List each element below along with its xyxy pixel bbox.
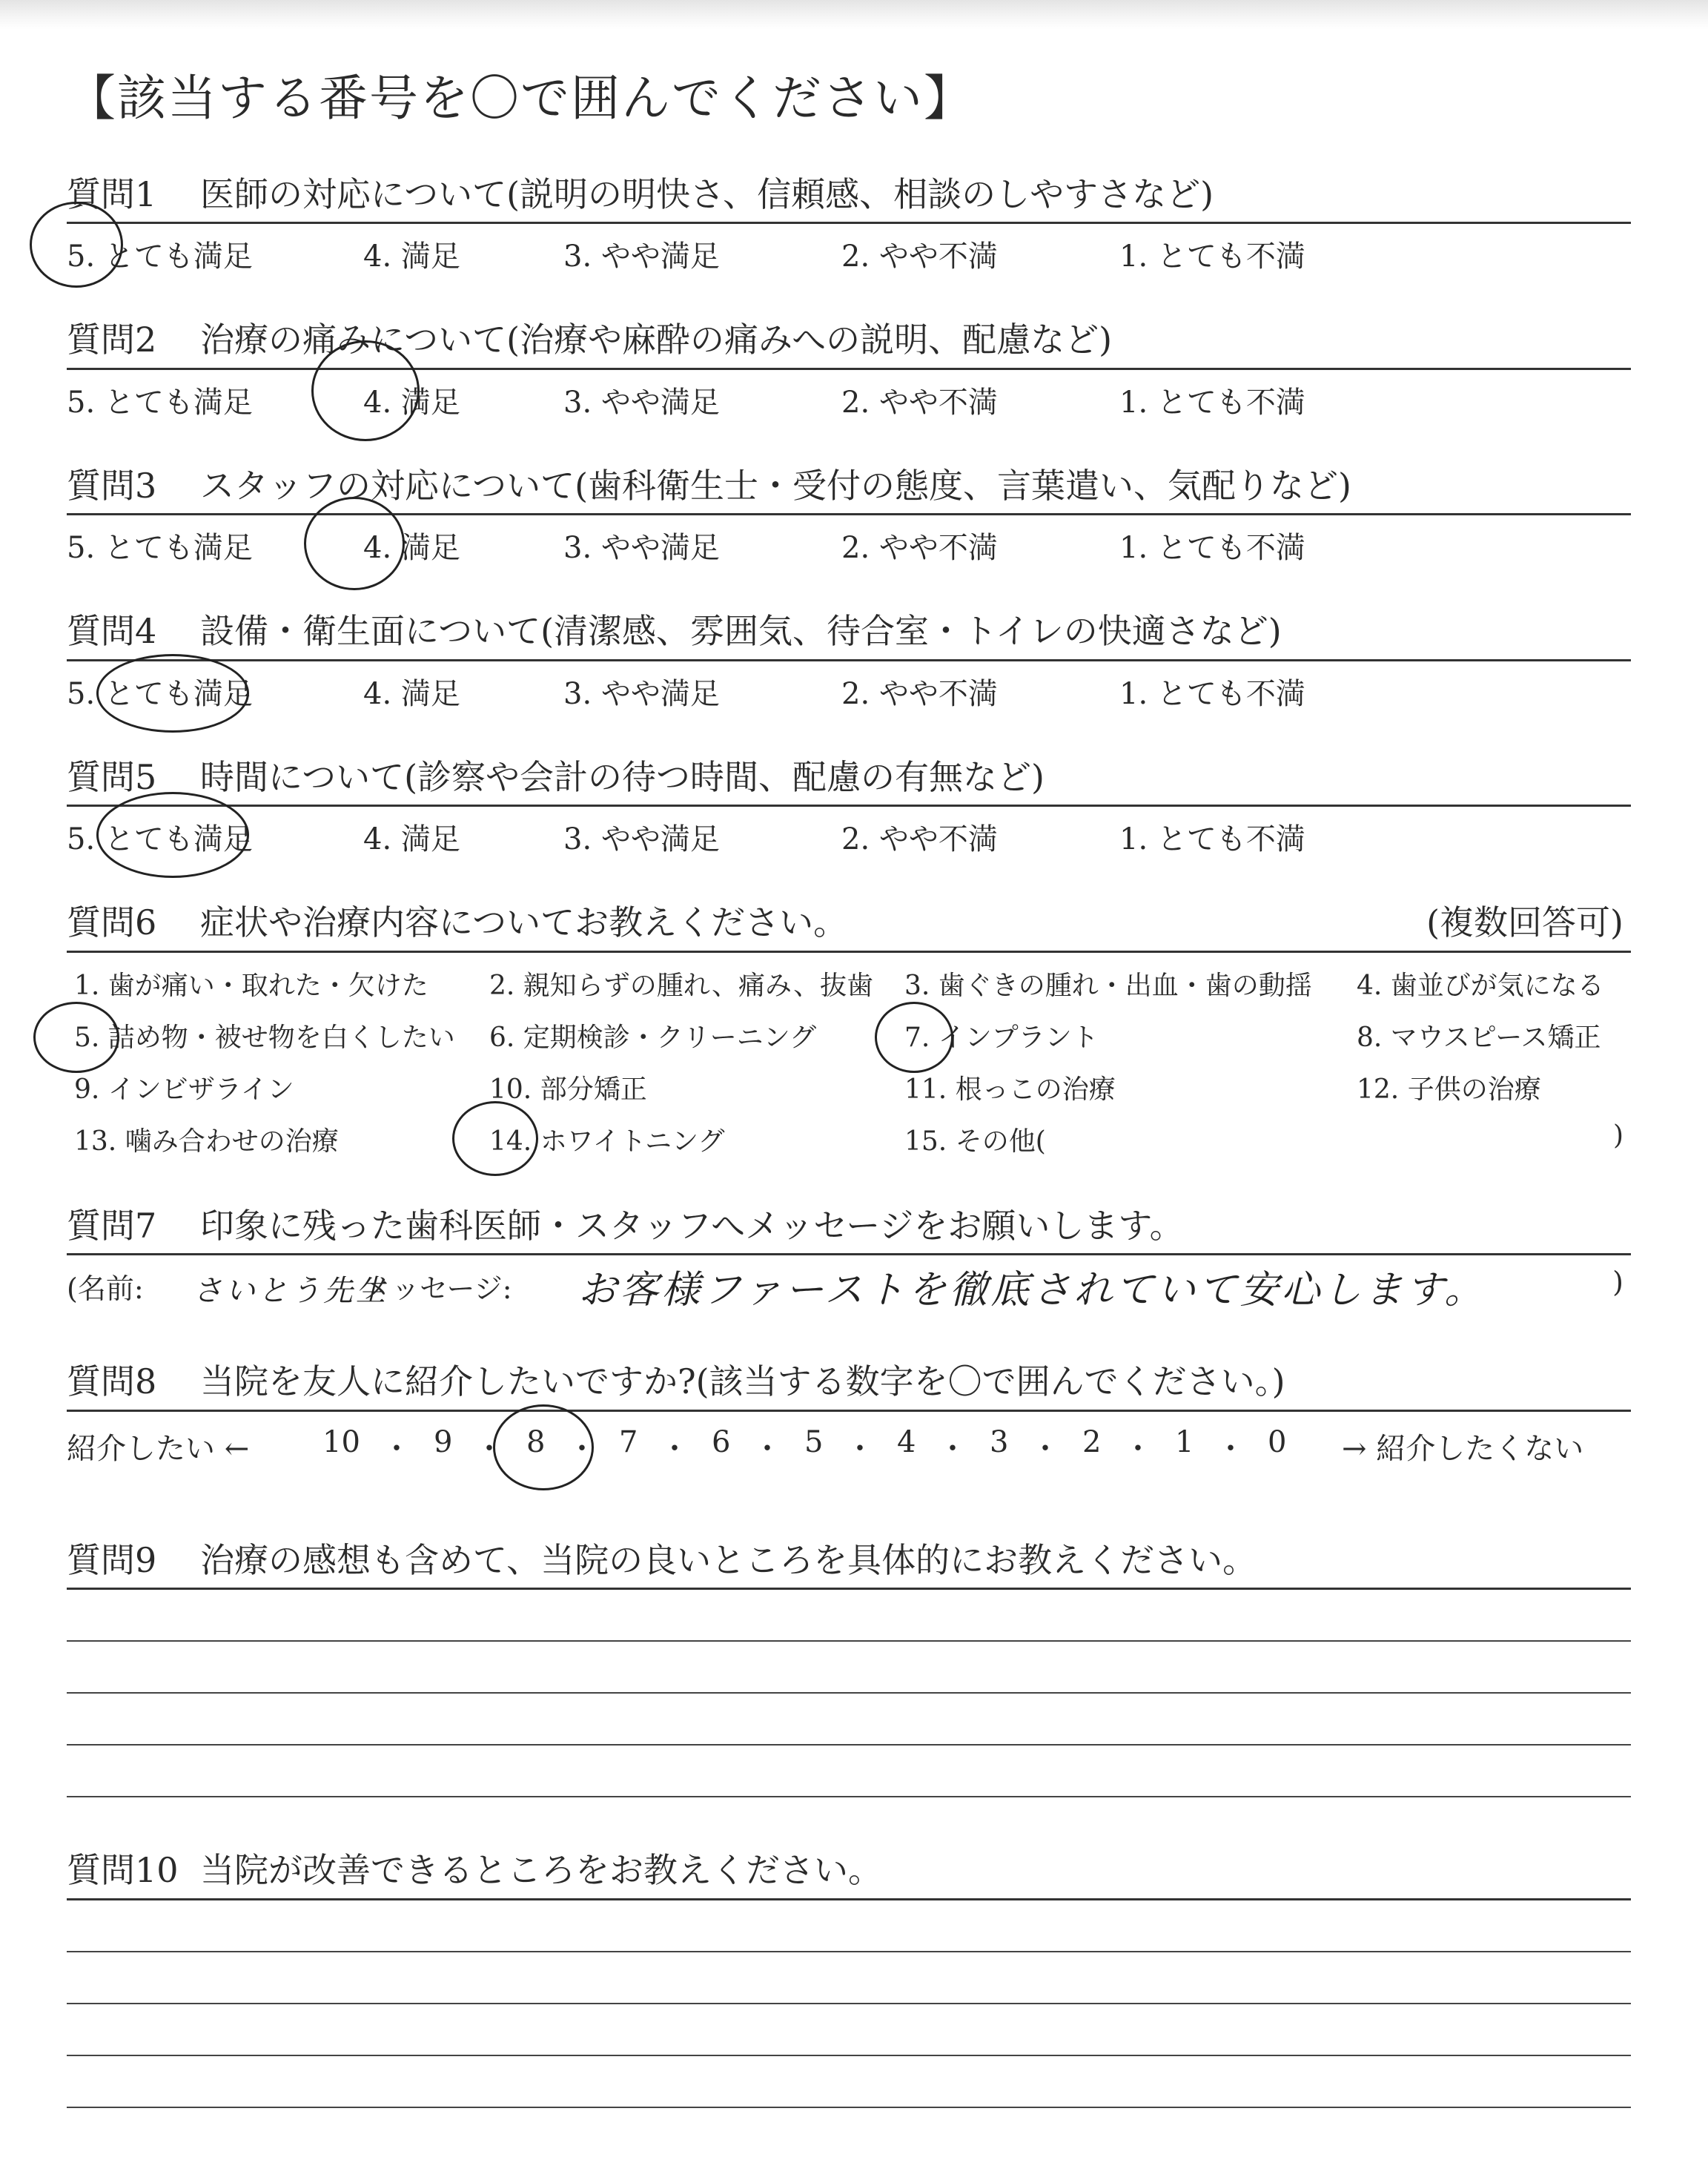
score-10[interactable]: 10 [322, 1424, 360, 1459]
rating-scale [67, 370, 1631, 420]
score-3[interactable]: 3 [990, 1424, 1009, 1459]
rating-scale [67, 661, 1631, 709]
option-1[interactable]: 1. とても不満 [1119, 240, 1305, 274]
multiple-answer-note: (複数回答可) [1426, 902, 1623, 943]
option-2[interactable]: 2. やや不満 [841, 676, 998, 711]
symptom-option-2[interactable]: 2. 親知らずの腫れ、痛み、抜歯 [489, 970, 874, 1001]
message-close-paren: ) [1612, 1266, 1623, 1299]
score-7[interactable]: 7 [619, 1424, 638, 1459]
question-2 [67, 319, 1631, 420]
rating-scale [67, 807, 1631, 857]
option-3[interactable]: 3. やや満足 [563, 676, 720, 711]
symptom-option-12[interactable]: 12. 子供の治療 [1357, 1074, 1541, 1105]
question-10 [67, 1849, 1631, 2108]
question-6-title [67, 902, 1631, 953]
option-1[interactable]: 1. とても不満 [1119, 385, 1305, 420]
option-2[interactable]: 2. やや不満 [841, 240, 998, 274]
answer-line[interactable] [67, 1745, 1631, 1797]
question-8 [67, 1361, 1631, 1480]
question-9 [67, 1539, 1631, 1798]
symptom-option-14[interactable]: 14. ホワイトニング [489, 1126, 725, 1157]
score-4[interactable]: 4 [897, 1424, 916, 1459]
separator-dot: ・ [752, 1431, 782, 1466]
question-3 [67, 465, 1631, 564]
symptom-option-1[interactable]: 1. 歯が痛い・取れた・欠けた [74, 970, 428, 1001]
separator-dot: ・ [1216, 1431, 1245, 1466]
score-5[interactable]: 5 [804, 1424, 824, 1459]
recommend-left-label: 紹介したい ← [67, 1431, 250, 1466]
option-5[interactable]: 5. とても満足 [67, 240, 253, 274]
option-2[interactable]: 2. やや不満 [841, 531, 998, 566]
separator-dot: ・ [1123, 1431, 1153, 1466]
symptom-option-8[interactable]: 8. マウスピース矯正 [1357, 1022, 1601, 1053]
option-4[interactable]: 4. 満足 [363, 676, 460, 711]
rating-scale [67, 224, 1631, 274]
question-3-title [67, 465, 1631, 516]
symptom-option-13[interactable]: 13. 噛み合わせの治療 [74, 1126, 339, 1157]
symptom-option-7[interactable]: 7. インプラント [904, 1022, 1099, 1053]
message-row [67, 1255, 1631, 1324]
question-number: 質問7 [67, 1205, 157, 1246]
answer-line[interactable] [67, 2056, 1631, 2108]
question-10-title [67, 1849, 1631, 1900]
symptom-options [67, 953, 1631, 1175]
question-number: 質問4 [67, 611, 157, 652]
symptom-option-10[interactable]: 10. 部分矯正 [489, 1074, 647, 1105]
question-text: 治療の痛みについて(治療や麻酔の痛みへの説明、配慮など) [200, 320, 1113, 360]
option-3[interactable]: 3. やや満足 [563, 531, 720, 566]
separator-dot: ・ [474, 1431, 504, 1466]
symptom-option-9[interactable]: 9. インビザライン [74, 1074, 294, 1105]
option-4[interactable]: 4. 満足 [363, 385, 460, 420]
question-7 [67, 1205, 1631, 1324]
name-label: (名前: [67, 1272, 144, 1306]
question-text: 設備・衛生面について(清潔感、雰囲気、待合室・トイレの快適さなど) [200, 611, 1282, 652]
option-2[interactable]: 2. やや不満 [841, 385, 998, 420]
option-5[interactable]: 5. とても満足 [67, 822, 253, 857]
option-4[interactable]: 4. 満足 [363, 531, 460, 566]
page-heading: 【該当する番号を〇で囲んでください】 [67, 70, 974, 127]
question-4 [67, 610, 1631, 709]
question-number: 質問1 [67, 174, 157, 214]
answer-line[interactable] [67, 1694, 1631, 1745]
survey-sheet [67, 67, 1631, 2108]
score-0[interactable]: 0 [1268, 1424, 1287, 1459]
separator-dot: ・ [567, 1431, 597, 1466]
separator-dot: ・ [1030, 1431, 1060, 1466]
separator-dot: ・ [382, 1431, 411, 1466]
question-6 [67, 902, 1631, 1175]
answer-line[interactable] [67, 2004, 1631, 2056]
score-8[interactable]: 8 [526, 1424, 546, 1459]
option-3[interactable]: 3. やや満足 [563, 240, 720, 274]
question-9-title [67, 1539, 1631, 1591]
symptom-option-3[interactable]: 3. 歯ぐきの腫れ・出血・歯の動揺 [904, 970, 1312, 1001]
answer-line[interactable] [67, 1590, 1631, 1642]
question-text: 時間について(診察や会計の待つ時間、配慮の有無など) [200, 756, 1045, 797]
option-4[interactable]: 4. 満足 [363, 240, 460, 274]
question-text: 印象に残った歯科医師・スタッフへメッセージをお願いします。 [200, 1205, 1184, 1246]
question-5 [67, 756, 1631, 855]
question-text: 治療の感想も含めて、当院の良いところを具体的にお教えください。 [200, 1539, 1257, 1580]
question-text: 医師の対応について(説明の明快さ、信頼感、相談のしやすさなど) [200, 174, 1214, 214]
question-1 [67, 174, 1631, 272]
answer-line[interactable] [67, 1952, 1631, 2004]
question-8-title [67, 1361, 1631, 1412]
option-5[interactable]: 5. とても満足 [67, 385, 253, 420]
option-1[interactable]: 1. とても不満 [1119, 676, 1305, 711]
other-close-paren: ) [1612, 1120, 1623, 1151]
question-number: 質問5 [67, 756, 157, 797]
message-handwritten[interactable]: お客様ファーストを徹底されていて安心します。 [578, 1268, 1486, 1313]
question-number: 質問3 [67, 465, 157, 506]
question-4-title [67, 610, 1631, 661]
question-text: 当院が改善できるところをお教えください。 [200, 1850, 882, 1891]
symptom-option-5[interactable]: 5. 詰め物・被せ物を白くしたい [74, 1022, 455, 1053]
option-5[interactable]: 5. とても満足 [67, 676, 253, 711]
symptom-option-4[interactable]: 4. 歯並びが気になる [1357, 970, 1604, 1001]
option-2[interactable]: 2. やや不満 [841, 822, 998, 857]
question-number: 質問10 [67, 1850, 179, 1891]
question-number: 質問2 [67, 320, 157, 360]
score-6[interactable]: 6 [712, 1424, 731, 1459]
symptom-option-11[interactable]: 11. 根っこの治療 [904, 1074, 1116, 1105]
option-3[interactable]: 3. やや満足 [563, 385, 720, 420]
recommend-right-label: → 紹介したくない [1342, 1431, 1584, 1466]
rating-scale [67, 515, 1631, 566]
question-7-title [67, 1205, 1631, 1256]
question-2-title [67, 319, 1631, 370]
scan-top-band [0, 0, 1708, 30]
answer-line[interactable] [67, 1642, 1631, 1694]
option-3[interactable]: 3. やや満足 [563, 822, 720, 857]
option-5[interactable]: 5. とても満足 [67, 531, 253, 566]
separator-dot: ・ [660, 1431, 689, 1466]
separator-dot: ・ [845, 1431, 875, 1466]
answer-line[interactable] [67, 1900, 1631, 1952]
question-number: 質問6 [67, 902, 157, 943]
question-number: 質問9 [67, 1539, 157, 1580]
question-text: スタッフの対応について(歯科衛生士・受付の態度、言葉遣い、気配りなど) [200, 465, 1351, 506]
option-1[interactable]: 1. とても不満 [1119, 531, 1305, 566]
score-1[interactable]: 1 [1175, 1424, 1194, 1459]
option-1[interactable]: 1. とても不満 [1119, 822, 1305, 857]
question-1-title [67, 174, 1631, 225]
message-label: メッセージ: [363, 1272, 512, 1306]
score-9[interactable]: 9 [434, 1424, 453, 1459]
symptom-option-15[interactable]: 15. その他( [904, 1126, 1046, 1157]
symptom-option-6[interactable]: 6. 定期検診・クリーニング [489, 1022, 817, 1053]
separator-dot: ・ [938, 1431, 967, 1466]
question-number: 質問8 [67, 1361, 157, 1402]
question-5-title [67, 756, 1631, 807]
recommend-scale [67, 1412, 1631, 1480]
name-handwritten[interactable]: さいとう先生 [193, 1274, 388, 1309]
question-text: 当院を友人に紹介したいですか?(該当する数字を〇で囲んでください。) [200, 1361, 1285, 1402]
score-2[interactable]: 2 [1082, 1424, 1102, 1459]
option-4[interactable]: 4. 満足 [363, 822, 460, 857]
question-text: 症状や治療内容についてお教えください。 [200, 902, 848, 943]
